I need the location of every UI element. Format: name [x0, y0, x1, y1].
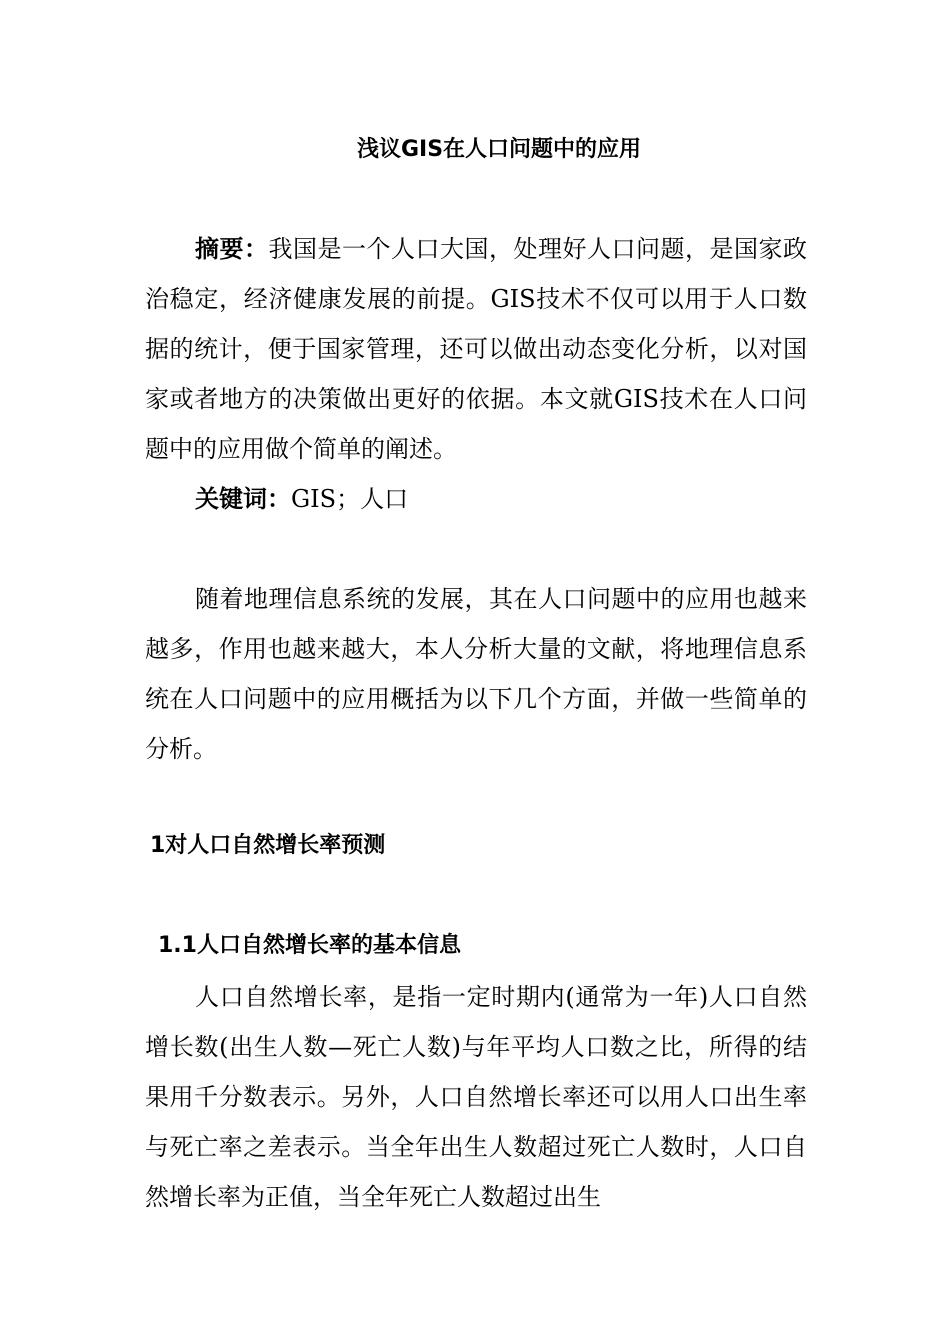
- abstract-paragraph: [145, 224, 807, 474]
- body-paragraph: 人口自然增长率，是指一定时期内(通常为一年)人口自然增长数(出生人数—死亡人数)与年平均人口数之比，所得的结果用千分数表示。另外，人口自然增长率还可以用人口出生率与死亡率之差表示。当全年出生人数超过死亡人数时，人口自然增长率为正值，当全年死亡人数超过出生: [145, 983, 807, 1211]
- abstract-text: 我国是一个人口大国，处理好人口问题，是国家政治稳定，经济健康发展的前提。GIS技术不仅可以用于人口数据的统计，便于国家管理，还可以做出动态变化分析，以对国家或者地方的决策做出更好的依据。本文就GIS技术在人口问题中的应用做个简单的阐述。: [145, 235, 807, 463]
- document-title: 浅议GIS在人口问题中的应用: [356, 137, 642, 162]
- keywords-label: 关键词：: [195, 485, 291, 513]
- abstract-label: 摘要：: [195, 235, 269, 263]
- keywords-line: [145, 474, 807, 524]
- subsection-heading: 1.1人口自然增长率的基本信息: [158, 933, 461, 958]
- keywords-text: GIS；人口: [291, 485, 409, 513]
- section-heading: 1对人口自然增长率预测: [150, 833, 386, 858]
- intro-paragraph: 随着地理信息系统的发展，其在人口问题中的应用也越来越多，作用也越来越大，本人分析大量的文献，将地理信息系统在人口问题中的应用概括为以下几个方面，并做一些简单的分析。: [145, 585, 807, 763]
